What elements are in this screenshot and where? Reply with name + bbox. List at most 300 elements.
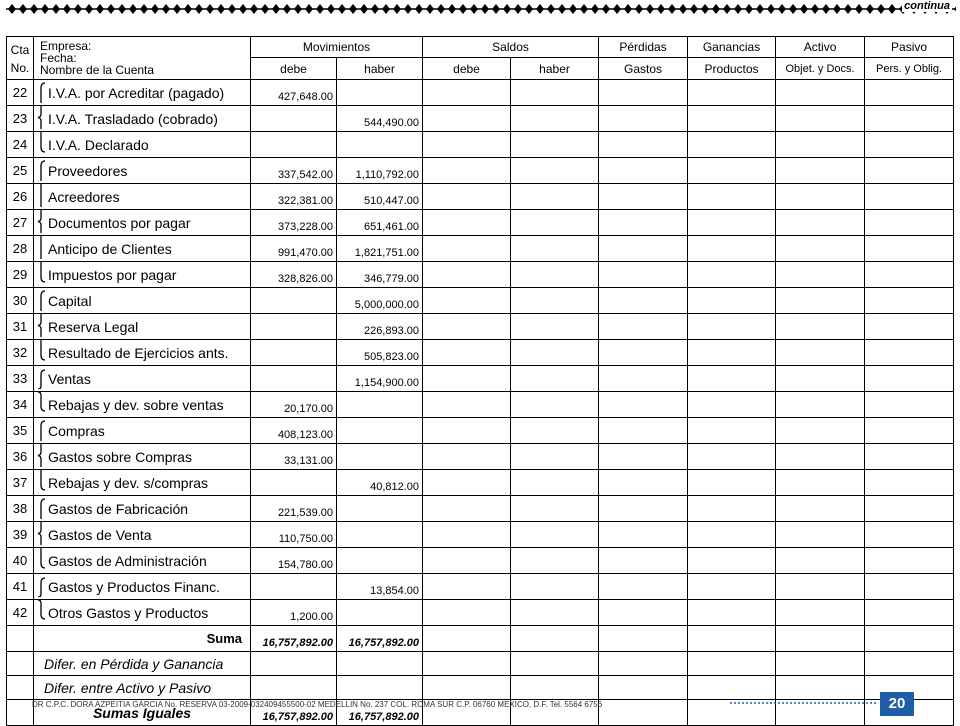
gastos-cell: [599, 574, 688, 600]
account-row: [7, 236, 954, 262]
gastos-cell: [599, 600, 688, 626]
activo-cell: [776, 262, 865, 288]
pasivo-cell: [865, 210, 954, 236]
account-number: 35: [7, 418, 34, 444]
activo-cell: [776, 236, 865, 262]
account-name-cell: [34, 444, 251, 470]
account-name: Rebajas y dev. sobre ventas: [48, 396, 224, 413]
sumas-iguales-label: Sumas Iguales: [34, 700, 251, 726]
activo-cell: [776, 600, 865, 626]
account-name-cell: [34, 366, 251, 392]
brace-icon: [36, 210, 46, 233]
activo-cell: [776, 444, 865, 470]
sal-debe-cell: [423, 314, 511, 340]
sal-debe-cell: [423, 392, 511, 418]
account-number: 22: [7, 80, 34, 106]
sal-debe-cell: [423, 288, 511, 314]
brace-icon: [36, 418, 46, 441]
activo-cell: [776, 496, 865, 522]
sal-debe-cell: [423, 210, 511, 236]
brace-icon: [36, 496, 46, 519]
mov-debe-value: 328,826.00: [251, 262, 337, 288]
productos-cell: [688, 392, 776, 418]
gastos-cell: [599, 314, 688, 340]
sal-haber-cell: [511, 80, 599, 106]
mov-haber-value: 40,812.00: [337, 470, 423, 496]
pasivo-cell: [865, 600, 954, 626]
dotted-rule: [730, 699, 878, 707]
sal-debe-cell: [423, 496, 511, 522]
brace-icon: [36, 392, 46, 415]
activo-cell: [776, 158, 865, 184]
account-name: Gastos sobre Compras: [48, 448, 192, 465]
mov-debe-value: [251, 574, 337, 600]
account-name-cell: [34, 132, 251, 158]
sal-debe-cell: [423, 158, 511, 184]
pasivo-cell: [865, 340, 954, 366]
pasivo-cell: [865, 288, 954, 314]
sal-haber-cell: [511, 262, 599, 288]
gastos-cell: [599, 340, 688, 366]
gastos-cell: [599, 80, 688, 106]
mov-debe-value: [251, 340, 337, 366]
account-number: 24: [7, 132, 34, 158]
account-name-cell: [34, 80, 251, 106]
sal-haber-cell: [511, 600, 599, 626]
account-name-cell: [34, 158, 251, 184]
mov-debe-value: 322,381.00: [251, 184, 337, 210]
brace-icon: [36, 366, 46, 389]
sal-debe-cell: [423, 366, 511, 392]
activo-cell: [776, 522, 865, 548]
mov-haber-value: [337, 444, 423, 470]
account-name: Rebajas y dev. s/compras: [48, 474, 209, 491]
sal-debe-cell: [423, 522, 511, 548]
account-row: [7, 210, 954, 236]
gastos-cell: [599, 548, 688, 574]
suma-debe: 16,757,892.00: [251, 626, 337, 652]
brace-icon: [36, 80, 46, 103]
sal-haber-cell: [511, 314, 599, 340]
suma-label: Suma: [34, 626, 251, 652]
sal-debe-cell: [423, 80, 511, 106]
productos-cell: [688, 314, 776, 340]
account-number: 31: [7, 314, 34, 340]
sal-haber-cell: [511, 470, 599, 496]
pasivo-cell: [865, 132, 954, 158]
mov-haber-value: 1,154,900.00: [337, 366, 423, 392]
mov-haber-value: [337, 548, 423, 574]
activo-cell: [776, 132, 865, 158]
mov-haber-value: 1,110,792.00: [337, 158, 423, 184]
mov-debe-value: [251, 366, 337, 392]
gastos-cell: [599, 288, 688, 314]
sal-debe-cell: [423, 470, 511, 496]
account-number: 26: [7, 184, 34, 210]
sal-debe-cell: [423, 132, 511, 158]
suma-haber: 16,757,892.00: [337, 626, 423, 652]
pasivo-cell: [865, 548, 954, 574]
movimientos-header: Movimientos: [251, 37, 423, 58]
gastos-cell: [599, 392, 688, 418]
account-name: I.V.A. por Acreditar (pagado): [48, 84, 225, 101]
mov-debe-value: [251, 106, 337, 132]
gastos-cell: [599, 236, 688, 262]
mov-debe-value: 154,780.00: [251, 548, 337, 574]
account-name: Documentos por pagar: [48, 214, 191, 231]
account-number: 39: [7, 522, 34, 548]
mov-debe-value: [251, 132, 337, 158]
sal-haber-header: haber: [511, 58, 599, 80]
mov-haber-value: [337, 80, 423, 106]
brace-icon: [36, 548, 46, 571]
sal-haber-cell: [511, 574, 599, 600]
mov-haber-value: 5,000,000.00: [337, 288, 423, 314]
account-row: [7, 470, 954, 496]
sal-haber-cell: [511, 522, 599, 548]
pasivo-cell: [865, 184, 954, 210]
mov-haber-value: 651,461.00: [337, 210, 423, 236]
activo-cell: [776, 80, 865, 106]
account-name: I.V.A. Declarado: [48, 136, 149, 153]
account-name-cell: [34, 548, 251, 574]
sal-haber-cell: [511, 184, 599, 210]
brace-icon: [36, 600, 46, 623]
productos-cell: [688, 80, 776, 106]
account-number: 42: [7, 600, 34, 626]
gastos-cell: [599, 132, 688, 158]
account-row: [7, 262, 954, 288]
mov-debe-value: 373,228.00: [251, 210, 337, 236]
mov-haber-value: 544,490.00: [337, 106, 423, 132]
brace-icon: [36, 444, 46, 467]
mov-haber-value: 505,823.00: [337, 340, 423, 366]
account-name: Gastos de Venta: [48, 526, 152, 543]
pers-header: Pers. y Oblig.: [865, 58, 954, 80]
perdidas-header: Pérdidas: [599, 37, 688, 58]
mov-debe-value: [251, 470, 337, 496]
productos-cell: [688, 496, 776, 522]
productos-header: Productos: [688, 58, 776, 80]
account-row: [7, 106, 954, 132]
sal-haber-cell: [511, 548, 599, 574]
mov-debe-value: [251, 314, 337, 340]
footer-text: DR C.P.C. DORA AZPEITIA GARCIA No. RESERVA 03-2009-032409455500-02 MEDELLIN No. 237 COL. ROMA SUR C.P. 06760 MEXICO, D.F. Tel. 5564 6756: [32, 700, 603, 709]
gastos-cell: [599, 106, 688, 132]
brace-icon: [36, 288, 46, 311]
account-name: Reserva Legal: [48, 318, 139, 335]
account-number: 23: [7, 106, 34, 132]
productos-cell: [688, 210, 776, 236]
productos-cell: [688, 158, 776, 184]
brace-icon: [36, 314, 46, 337]
gastos-cell: [599, 418, 688, 444]
sal-haber-cell: [511, 158, 599, 184]
account-name: Otros Gastos y Productos: [48, 604, 209, 621]
productos-cell: [688, 574, 776, 600]
account-row: [7, 314, 954, 340]
continua-label: continua: [904, 0, 950, 12]
account-name: I.V.A. Trasladado (cobrado): [48, 110, 218, 127]
pasivo-cell: [865, 236, 954, 262]
account-row: [7, 444, 954, 470]
account-row: [7, 132, 954, 158]
activo-cell: [776, 548, 865, 574]
pasivo-cell: [865, 522, 954, 548]
mov-debe-value: 110,750.00: [251, 522, 337, 548]
gastos-cell: [599, 366, 688, 392]
account-number: 36: [7, 444, 34, 470]
productos-cell: [688, 548, 776, 574]
account-number: 34: [7, 392, 34, 418]
productos-cell: [688, 366, 776, 392]
gastos-cell: [599, 158, 688, 184]
productos-cell: [688, 262, 776, 288]
sal-debe-cell: [423, 418, 511, 444]
account-name-cell: [34, 210, 251, 236]
productos-cell: [688, 470, 776, 496]
mov-debe-value: 337,542.00: [251, 158, 337, 184]
productos-cell: [688, 340, 776, 366]
account-row: [7, 392, 954, 418]
activo-cell: [776, 418, 865, 444]
mov-debe-header: debe: [251, 58, 337, 80]
brace-icon: [36, 106, 46, 129]
account-header: [34, 37, 251, 80]
pasivo-cell: [865, 496, 954, 522]
account-name-cell: [34, 522, 251, 548]
account-number: 33: [7, 366, 34, 392]
ledger-table: [6, 36, 954, 726]
pasivo-cell: [865, 366, 954, 392]
productos-cell: [688, 106, 776, 132]
brace-icon: [36, 340, 46, 363]
sal-debe-header: debe: [423, 58, 511, 80]
productos-cell: [688, 418, 776, 444]
productos-cell: [688, 236, 776, 262]
row-number: [7, 626, 34, 652]
pasivo-cell: [865, 444, 954, 470]
brace-icon: [36, 262, 46, 285]
account-row: [7, 158, 954, 184]
brace-icon: [36, 132, 46, 155]
productos-cell: [688, 444, 776, 470]
gastos-cell: [599, 210, 688, 236]
mov-haber-value: 1,821,751.00: [337, 236, 423, 262]
no-label: No.: [10, 61, 30, 75]
account-name-cell: [34, 314, 251, 340]
productos-cell: [688, 288, 776, 314]
activo-cell: [776, 210, 865, 236]
mov-debe-value: 221,539.00: [251, 496, 337, 522]
account-row: [7, 418, 954, 444]
account-number: 38: [7, 496, 34, 522]
difer-ap-row: [7, 676, 954, 700]
activo-cell: [776, 574, 865, 600]
mov-haber-value: [337, 522, 423, 548]
pasivo-cell: [865, 158, 954, 184]
sal-haber-cell: [511, 366, 599, 392]
sal-debe-cell: [423, 236, 511, 262]
mov-haber-value: 510,447.00: [337, 184, 423, 210]
mov-debe-value: 991,470.00: [251, 236, 337, 262]
account-name: Compras: [48, 422, 105, 439]
pasivo-cell: [865, 418, 954, 444]
sal-haber-cell: [511, 132, 599, 158]
mov-haber-value: [337, 600, 423, 626]
sal-debe-cell: [423, 262, 511, 288]
mov-debe-value: 1,200.00: [251, 600, 337, 626]
account-name-cell: [34, 184, 251, 210]
sal-debe-cell: [423, 340, 511, 366]
ganancias-header: Ganancias: [688, 37, 776, 58]
account-name: Capital: [48, 292, 92, 309]
account-name-cell: [34, 288, 251, 314]
pasivo-cell: [865, 392, 954, 418]
activo-cell: [776, 470, 865, 496]
pasivo-header: Pasivo: [865, 37, 954, 58]
account-name-cell: [34, 496, 251, 522]
sal-debe-cell: [423, 600, 511, 626]
sal-haber-cell: [511, 236, 599, 262]
account-name-cell: [34, 418, 251, 444]
account-number: 37: [7, 470, 34, 496]
mov-haber-value: [337, 132, 423, 158]
brace-icon: [36, 470, 46, 493]
account-row: [7, 574, 954, 600]
account-name-cell: [34, 262, 251, 288]
pasivo-cell: [865, 314, 954, 340]
mov-haber-value: 346,779.00: [337, 262, 423, 288]
sumas-iguales-haber: 16,757,892.00: [337, 700, 423, 726]
gastos-cell: [599, 470, 688, 496]
activo-cell: [776, 106, 865, 132]
productos-cell: [688, 184, 776, 210]
activo-cell: [776, 340, 865, 366]
gastos-cell: [599, 184, 688, 210]
productos-cell: [688, 600, 776, 626]
account-name: Resultado de Ejercicios ants.: [48, 344, 229, 361]
ledger-body: [7, 80, 954, 626]
account-name-cell: [34, 470, 251, 496]
mov-haber-value: [337, 418, 423, 444]
brace-icon: [36, 184, 46, 207]
pasivo-cell: [865, 470, 954, 496]
sal-haber-cell: [511, 340, 599, 366]
account-name-cell: [34, 600, 251, 626]
account-number: 32: [7, 340, 34, 366]
brace-icon: [36, 236, 46, 259]
mov-debe-value: 20,170.00: [251, 392, 337, 418]
sal-debe-cell: [423, 444, 511, 470]
objet-header: Objet. y Docs.: [776, 58, 865, 80]
gastos-cell: [599, 444, 688, 470]
pasivo-cell: [865, 80, 954, 106]
pasivo-cell: [865, 574, 954, 600]
account-name-cell: [34, 106, 251, 132]
productos-cell: [688, 522, 776, 548]
account-name: Proveedores: [48, 162, 128, 179]
gastos-cell: [599, 522, 688, 548]
saldos-header: Saldos: [423, 37, 599, 58]
suma-row: [7, 626, 954, 652]
activo-cell: [776, 392, 865, 418]
account-row: [7, 288, 954, 314]
mov-haber-value: [337, 392, 423, 418]
activo-cell: [776, 314, 865, 340]
account-number: 41: [7, 574, 34, 600]
account-number: 28: [7, 236, 34, 262]
gastos-cell: [599, 262, 688, 288]
account-row: [7, 184, 954, 210]
account-row: [7, 340, 954, 366]
mov-haber-header: haber: [337, 58, 423, 80]
productos-cell: [688, 132, 776, 158]
account-number: 25: [7, 158, 34, 184]
activo-cell: [776, 366, 865, 392]
fecha-label: Fecha:: [40, 51, 77, 65]
account-name: Gastos de Administración: [48, 552, 207, 569]
account-name-cell: [34, 392, 251, 418]
difer-pg-row: [7, 652, 954, 676]
account-row: [7, 548, 954, 574]
sal-haber-cell: [511, 210, 599, 236]
pasivo-cell: [865, 262, 954, 288]
cta-header: [7, 37, 34, 80]
activo-header: Activo: [776, 37, 865, 58]
activo-cell: [776, 184, 865, 210]
account-number: 29: [7, 262, 34, 288]
sal-haber-cell: [511, 106, 599, 132]
mov-debe-value: [251, 288, 337, 314]
account-row: [7, 522, 954, 548]
empresa-label: Empresa:: [40, 39, 92, 53]
account-name-cell: [34, 340, 251, 366]
gastos-cell: [599, 496, 688, 522]
brace-icon: [36, 522, 46, 545]
account-name: Gastos y Productos Financ.: [48, 578, 220, 595]
account-name: Anticipo de Clientes: [48, 240, 172, 257]
nombre-cuenta-label: Nombre de la Cuenta: [40, 63, 155, 77]
mov-haber-value: 13,854.00: [337, 574, 423, 600]
account-name: Acreedores: [48, 188, 120, 205]
activo-cell: [776, 288, 865, 314]
mov-haber-value: [337, 496, 423, 522]
cta-label: Cta: [10, 43, 30, 57]
account-name: Impuestos por pagar: [48, 266, 177, 283]
sal-haber-cell: [511, 496, 599, 522]
sal-haber-cell: [511, 418, 599, 444]
sal-haber-cell: [511, 392, 599, 418]
pasivo-cell: [865, 106, 954, 132]
account-number: 27: [7, 210, 34, 236]
gastos-header: Gastos: [599, 58, 688, 80]
account-row: [7, 496, 954, 522]
account-name: Ventas: [48, 370, 91, 387]
difer-pg-label: Difer. en Pérdida y Ganancia: [34, 652, 251, 676]
sal-haber-cell: [511, 288, 599, 314]
page-number: 20: [880, 692, 914, 716]
mov-debe-value: 408,123.00: [251, 418, 337, 444]
brace-icon: [36, 574, 46, 597]
sal-haber-cell: [511, 444, 599, 470]
account-number: 40: [7, 548, 34, 574]
header-row-1: [7, 37, 954, 58]
account-name-cell: [34, 236, 251, 262]
account-row: [7, 600, 954, 626]
account-number: 30: [7, 288, 34, 314]
account-name: Gastos de Fabricación: [48, 500, 189, 517]
